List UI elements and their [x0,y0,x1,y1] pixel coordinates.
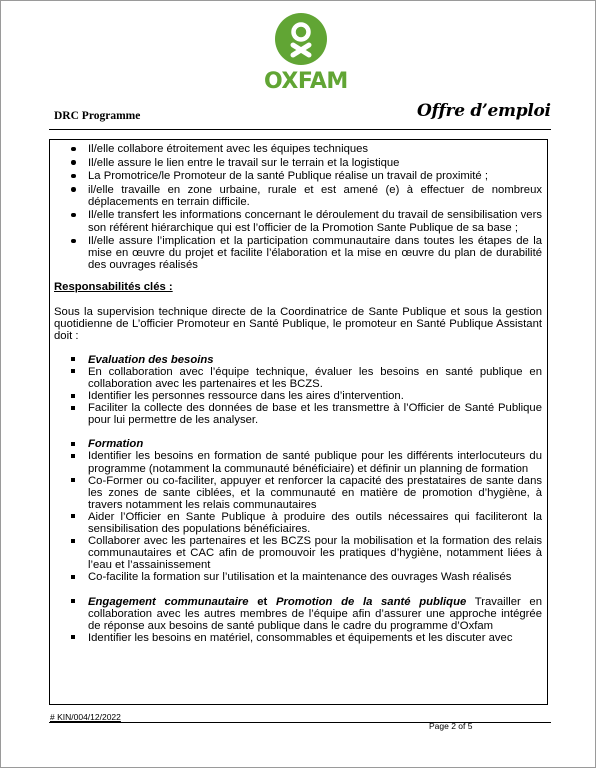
list-item: Il/elle assure l’implication et la participation communautaire dans toutes les étapes de la mise en œuvre du projet et facilite l’élaboration et la mise en œuvre du plan de durabilité des ouvrages réalisés [88,235,542,272]
engagement-list [54,596,542,644]
engagement-text: Travailler en collaboration avec les autres membres de l’équipe afin d’assurer une approche intégrée de réponse aux besoins de santé publique dans le cadre du programme d’Oxfam [88,595,542,632]
content-body [54,140,542,644]
list-item: Identifier les personnes ressource dans les aires d’intervention. [88,390,542,402]
list-item: il/elle travaille en zone urbaine, rurale et est amené (e) à effectuer de nombreux déplacements en terrain difficile. [88,183,542,208]
list-item: Il/elle transfert les informations concernant le déroulement du travail de sensibilisation vers son référent hiérarchique qui est l’officier de la Promotion Sante Publique de sa base ; [88,209,542,234]
subsection-heading: Evaluation des besoins [88,354,542,366]
formation-list [54,438,542,583]
section-title: Responsabilités clés : [54,281,173,294]
document-type: Offre d’emploi [417,101,551,121]
footer-rule [49,722,551,723]
engagement-item [88,596,542,632]
list-item: Identifier les besoins en matériel, consommables et équipements et les discuter avec [88,632,542,644]
content-box [49,139,548,705]
programme-label: DRC Programme [54,110,141,122]
subsection-heading: Engagement communautaire [88,595,249,608]
subsection-heading: Formation [88,438,542,450]
list-item: Co-facilite la formation sur l’utilisation et la maintenance des ouvrages Wash réalisés [88,571,542,583]
list-item: Faciliter la collecte des données de base et les transmettre à l’Officier de Santé Publique pour lui permettre de les analyser. [88,402,542,427]
responsibilities-intro: Sous la supervision technique directe de la Coordinatrice de Sante Publique et sous la gestion quotidienne de L’officier Promoteur en Santé Publique, le promoteur en Santé Publique Assistant doit : [54,305,542,342]
document-reference: # KIN/004/12/2022 [50,712,121,722]
evaluation-list [54,354,542,427]
list-item: Collaborer avec les partenaires et les BCZS pour la mobilisation et la formation des relais communautaires et CAC afin de promouvoir les pratiques d’hygiène, notamment liées à l’eau et l’assainissement [88,535,542,572]
oxfam-wordmark: OXFAM [264,69,348,94]
list-item: La Promotrice/le Promoteur de la santé Publique réalise un travail de proximité ; [88,170,542,182]
list-item: Identifier les besoins en formation de santé publique pour les différents interlocuteurs du programme (notamment la communauté bénéficiaire) et définir un planning de formation [88,450,542,475]
subsection-heading-2: Promotion de la santé publique [275,595,467,608]
oxfam-logo [264,13,348,97]
oxfam-logo-icon [275,13,327,65]
heading-joiner: et [248,595,276,608]
list-item: Aider l’Officier en Sante Publique à produire des outils nécessaires qui faciliteront la sensibilisation des populations bénéficiaires. [88,510,542,536]
header-rule [49,129,551,130]
list-item: Co-Former ou co-faciliter, appuyer et renforcer la capacité des prestataires de sante dans les zones de sante ciblées, et la communauté en matière de promotion d’hygiène, à travers notamment les relais communautaires [88,474,542,511]
list-item: En collaboration avec l’équipe technique, évaluer les besoins en santé publique en collaboration avec les partenaires et les BCZS. [88,365,542,390]
list-item: Il/elle collabore étroitement avec les équipes techniques [88,143,542,155]
list-item: Il/elle assure le lien entre le travail sur le terrain et la logistique [88,157,542,169]
page-number: Page 2 of 5 [429,721,473,731]
intro-bullet-list [54,143,542,271]
